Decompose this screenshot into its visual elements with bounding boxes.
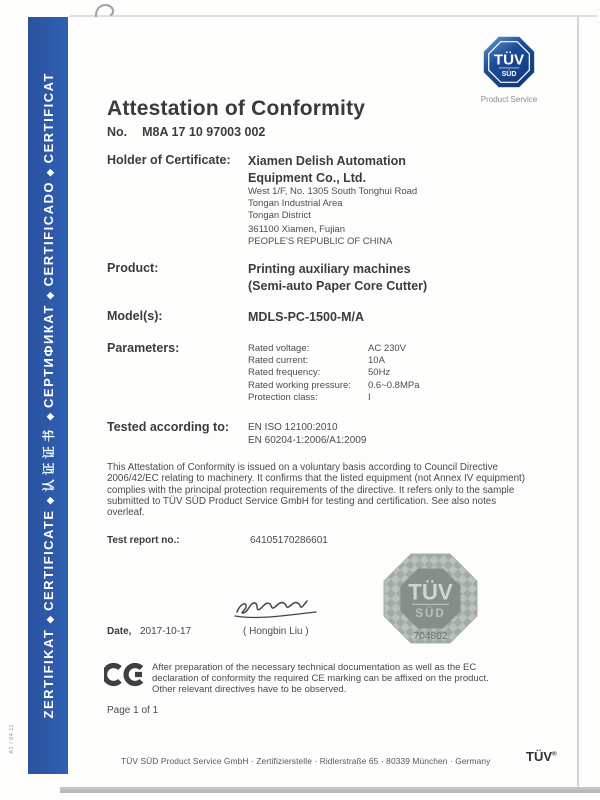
parameter-row	[248, 367, 420, 379]
band-word-zertifikat: ZERTIFIKAT	[41, 628, 56, 719]
svg-text:SÜD: SÜD	[501, 71, 517, 79]
ce-note-line: Other relevant directives have to be observed.	[152, 684, 347, 696]
certificate-number	[107, 125, 265, 139]
statement-line: submitted to TÜV SÜD Product Service GmbH for testing and certification. See also notes	[107, 495, 497, 507]
footer-tuv-text: TÜV	[526, 749, 552, 764]
holder-name	[248, 153, 406, 186]
address-line: Tongan District	[248, 209, 311, 221]
ce-note-line: After preparation of the necessary technical documentation as well as the EC	[152, 662, 477, 673]
certificate-number-value: M8A 17 10 97003 002	[142, 125, 266, 139]
statement-line: complies with the principal protection requirements of the directive. It refers only to the sample	[107, 484, 515, 496]
tested-label: Tested according to:	[107, 420, 230, 434]
date-label: Date,	[107, 626, 132, 637]
certificate-band-text	[39, 72, 57, 718]
staple-hook-mark	[93, 0, 117, 22]
signer-name: ( Hongbin Liu )	[243, 626, 309, 637]
parameter-value: AC 230V	[368, 343, 407, 354]
diamond-separator-icon: ◆	[45, 291, 56, 300]
holder-address	[248, 186, 417, 247]
paper-top-edge	[70, 15, 597, 17]
parameter-row	[248, 355, 420, 367]
parameter-name: Protection class:	[248, 391, 318, 403]
models-label: Model(s):	[107, 309, 163, 323]
parameter-row	[248, 380, 420, 392]
parameter-name: Rated frequency:	[248, 367, 321, 379]
form-code: A1 / 04.11	[9, 724, 15, 754]
parameters-table	[248, 343, 420, 404]
page-title: Attestation of Conformity	[107, 97, 366, 120]
parameter-value: 0.6~0.8MPa	[368, 379, 420, 391]
parameter-row	[248, 392, 420, 404]
tuv-sud-stamp-icon	[382, 552, 479, 650]
band-word-cyrillic: СЕРТИФИКАТ	[41, 304, 56, 409]
ce-mark-icon	[104, 661, 146, 693]
svg-text:TÜV: TÜV	[493, 51, 525, 69]
statement-line: 2006/42/EC relating to machinery. It confirms that the listed equipment (not Annex IV equipment)	[107, 473, 526, 485]
tuv-sud-logo-icon	[482, 34, 536, 90]
test-report-value: 64105170286601	[250, 535, 328, 546]
statement-line: overleaf.	[107, 507, 145, 519]
footer-address: TÜV SÜD Product Service GmbH · Zertifizierstelle · Ridlerstraße 65 · 80339 München · Germany	[121, 756, 491, 766]
parameter-value: 10A	[368, 355, 385, 367]
footer-tuv-logo	[526, 749, 557, 764]
band-word-certificado: CERTIFICADO	[41, 181, 56, 287]
product-line: Printing auxiliary machines	[248, 262, 411, 276]
address-line: Tongan Industrial Area	[248, 197, 343, 209]
product-label: Product:	[107, 261, 159, 275]
parameters-label: Parameters:	[107, 341, 180, 355]
statement-line: This Attestation of Conformity is issued on a voluntary basis according to Council Directive	[107, 462, 498, 473]
test-report-label: Test report no.:	[107, 535, 180, 546]
band-word-chinese: 认证证书	[42, 425, 56, 492]
paper-bottom-edge	[60, 787, 600, 793]
logo-caption: Product Service	[480, 95, 538, 104]
holder-name-line: Xiamen Delish Automation	[248, 154, 406, 168]
certificate-band	[28, 17, 68, 774]
band-word-certificate: CERTIFICATE	[41, 509, 56, 612]
parameter-value: 50Hz	[368, 367, 391, 379]
band-word-certificat: CERTIFICAT	[41, 72, 56, 164]
stamp-number: 704802	[413, 631, 448, 643]
parameter-row	[248, 343, 420, 355]
signature-icon	[233, 592, 318, 625]
page-number: Page 1 of 1	[107, 705, 159, 716]
parameter-name: Rated current:	[248, 355, 309, 367]
models-value: MDLS-PC-1500-M/A	[248, 310, 364, 324]
ce-note	[152, 662, 489, 696]
address-line: West 1/F, No. 1305 South Tonghui Road	[248, 186, 418, 197]
stamp-tuv-text: TÜV	[408, 579, 453, 605]
ce-note-line: declaration of conformity the required CE marking can be affixed on the product.	[152, 673, 489, 685]
diamond-separator-icon: ◆	[45, 616, 56, 624]
holder-label: Holder of Certificate:	[107, 153, 231, 167]
diamond-separator-icon: ◆	[45, 168, 56, 177]
certificate-number-label: No.	[107, 125, 128, 139]
date-value: 2017-10-17	[140, 626, 192, 637]
product-line: (Semi-auto Paper Core Cutter)	[248, 278, 428, 293]
stamp-sud-text: SÜD	[415, 606, 446, 620]
parameter-name: Rated working pressure:	[248, 379, 351, 391]
diamond-separator-icon: ◆	[45, 496, 56, 505]
standard-line: EN ISO 12100:2010	[248, 422, 338, 433]
parameter-value: I	[368, 391, 371, 403]
standard-line: EN 60204-1:2006/A1:2009	[248, 434, 367, 446]
standards-list	[248, 422, 366, 447]
address-line: PEOPLE'S REPUBLIC OF CHINA	[248, 235, 393, 247]
registered-mark-icon: ®	[552, 750, 557, 758]
parameter-name: Rated voltage:	[248, 343, 310, 354]
address-line: 361100 Xiamen, Fujian	[248, 223, 345, 235]
holder-name-line: Equipment Co., Ltd.	[248, 170, 367, 185]
attestation-statement	[107, 462, 525, 518]
diamond-separator-icon: ◆	[45, 413, 56, 421]
product-value	[248, 261, 427, 294]
paper-right-edge	[577, 15, 579, 789]
